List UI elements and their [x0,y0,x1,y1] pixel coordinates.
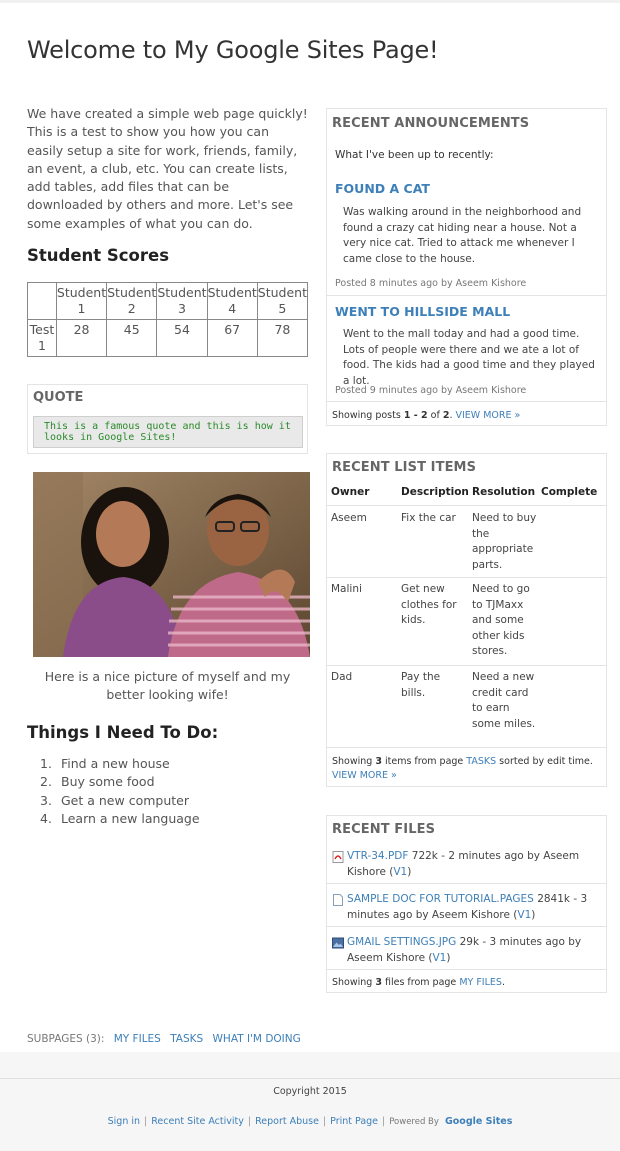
photo-illustration [33,472,310,657]
files-footer: Showing 3 files from page MY FILES. [332,977,505,988]
print-page-link[interactable]: Print Page [330,1116,379,1127]
score-cell: 78 [257,320,307,357]
subpages-label: SUBPAGES (3): [27,1033,105,1045]
google-sites-link[interactable]: Google Sites [444,1116,513,1127]
scores-heading: Student Scores [27,246,170,265]
announcements-panel [326,108,607,426]
photo-caption: Here is a nice picture of myself and my better looking wife! [44,669,291,703]
score-cell: 45 [107,320,157,357]
subpage-link-what-im-doing[interactable]: WHAT I'M DOING [212,1033,301,1045]
file-row: VTR-34.PDF 722k - 2 minutes ago by Aseem Kishore (V1) [332,849,604,883]
table-header-cell: Student 5 [257,283,307,320]
list-items-view-more-link[interactable]: VIEW MORE » [332,770,397,781]
divider [327,401,606,402]
description-cell: Get new clothes for kids. [401,583,457,626]
subpage-link-tasks[interactable]: TASKS [170,1033,204,1045]
sign-in-link[interactable]: Sign in [107,1116,141,1127]
divider [327,969,606,970]
announcements-subtitle: What I've been up to recently: [335,149,494,161]
page-title: Welcome to My Google Sites Page! [27,36,439,64]
list-items-footer: Showing 3 items from page TASKS sorted by edit time. VIEW MORE » [332,756,593,781]
list-items-title: RECENT LIST ITEMS [332,460,477,475]
post-body: Was walking around in the neighborhood and found a crazy cat hiding near a house. Not a very nice cat. Tried to attack me whenever I came close to the house. [343,206,582,265]
report-abuse-link[interactable]: Report Abuse [255,1116,319,1127]
files-title: RECENT FILES [332,822,436,837]
divider [327,926,606,927]
score-cell: 28 [56,320,106,357]
divider [327,665,606,666]
description-cell: Pay the bills. [401,671,441,699]
announcements-title: RECENT ANNOUNCEMENTS [332,116,530,131]
site-footer [0,1052,620,1151]
owner-cell: Aseem [331,512,367,524]
scores-header-row [28,283,308,320]
column-header-complete: Complete [541,486,598,498]
list-items-panel [326,453,607,787]
intro-paragraph: We have created a simple web page quickly! This is a test to show you how you can easily setup a site for work, friends, family, an event, a club, etc. You can create lists, add tables, add files that can be downloaded by others and more. Let's see some examples of what you can do. [27,106,308,231]
owner-cell: Malini [331,583,362,595]
tasks-page-link[interactable]: TASKS [466,756,497,767]
score-cell: 54 [157,320,207,357]
powered-by-text: Powered By [389,1117,439,1127]
post-title-link[interactable]: FOUND A CAT [335,181,430,196]
post-meta: Posted 8 minutes ago by Aseem Kishore [335,278,527,289]
todo-heading: Things I Need To Do: [27,723,219,742]
post-title-link[interactable]: WENT TO HILLSIDE MALL [335,304,511,319]
divider [327,747,606,748]
divider [327,295,606,296]
footer-divider [0,1078,620,1079]
subpage-link-my-files[interactable]: MY FILES [113,1033,161,1045]
my-files-page-link[interactable]: MY FILES [459,977,502,988]
recent-site-activity-link[interactable]: Recent Site Activity [151,1116,244,1127]
document-file-icon [332,894,344,906]
post-body: Went to the mall today and had a good time. Lots of people were there and we ate a lot of food. The kids had a good time and they played a lot. [343,328,595,387]
score-cell: 67 [207,320,257,357]
couple-photo [33,472,310,657]
column-header-description: Description [401,486,469,498]
announcements-footer: Showing posts 1 - 2 of 2. VIEW MORE » [332,410,521,421]
file-name-link[interactable]: GMAIL SETTINGS.JPG [347,936,457,948]
description-cell: Fix the car [401,512,456,524]
list-item: 1. Find a new house [40,756,170,771]
announcements-view-more-link[interactable]: VIEW MORE » [455,410,521,421]
file-version-link[interactable]: V1 [432,951,447,964]
file-version-link[interactable]: V1 [517,908,532,921]
todo-list [40,755,200,828]
resolution-cell: Need to go to TJMaxx and some other kids stores. [472,583,530,657]
divider [327,883,606,884]
table-header-cell: Student 4 [207,283,257,320]
divider [327,505,606,506]
list-item: 2. Buy some food [40,774,155,790]
table-header-cell: Student 3 [157,283,207,320]
quote-gadget [27,384,308,454]
quote-text: This is a famous quote and this is how it looks in Google Sites! [33,416,303,448]
table-header-cell: Student 2 [107,283,157,320]
files-panel [326,815,607,993]
file-version-link[interactable]: V1 [393,865,408,878]
file-name-link[interactable]: SAMPLE DOC FOR TUTORIAL.PAGES [347,893,534,905]
owner-cell: Dad [331,671,353,683]
divider [327,577,606,578]
resolution-cell: Need to buy the appropriate parts. [472,512,537,571]
file-name-link[interactable]: VTR-34.PDF [347,850,409,862]
quote-title: QUOTE [33,390,84,405]
scores-table [27,282,308,357]
post-meta: Posted 9 minutes ago by Aseem Kishore [335,385,527,396]
pdf-file-icon [332,851,344,863]
list-item: 3. Get a new computer [40,792,189,808]
table-header-cell: Student 1 [56,283,106,320]
table-corner-cell [28,283,57,320]
footer-links: Sign in | Recent Site Activity | Report Abuse | Print Page | Powered By Google Sites [107,1116,513,1127]
copyright-text: Copyright 2015 [273,1086,347,1097]
file-row: SAMPLE DOC FOR TUTORIAL.PAGES 2841k - 3 minutes ago by Aseem Kishore (V1) [332,892,604,926]
row-label-cell: Test 1 [28,320,57,357]
column-header-owner: Owner [331,486,370,498]
file-row: GMAIL SETTINGS.JPG 29k - 3 minutes ago by Aseem Kishore (V1) [332,935,604,969]
column-header-resolution: Resolution [472,486,536,498]
list-item: 4. Learn a new language [40,810,200,826]
subpages-nav [27,1033,301,1045]
image-file-icon [332,937,344,949]
table-row [28,320,308,357]
top-bar [0,0,620,3]
resolution-cell: Need a new credit card to earn some miles. [472,671,536,730]
